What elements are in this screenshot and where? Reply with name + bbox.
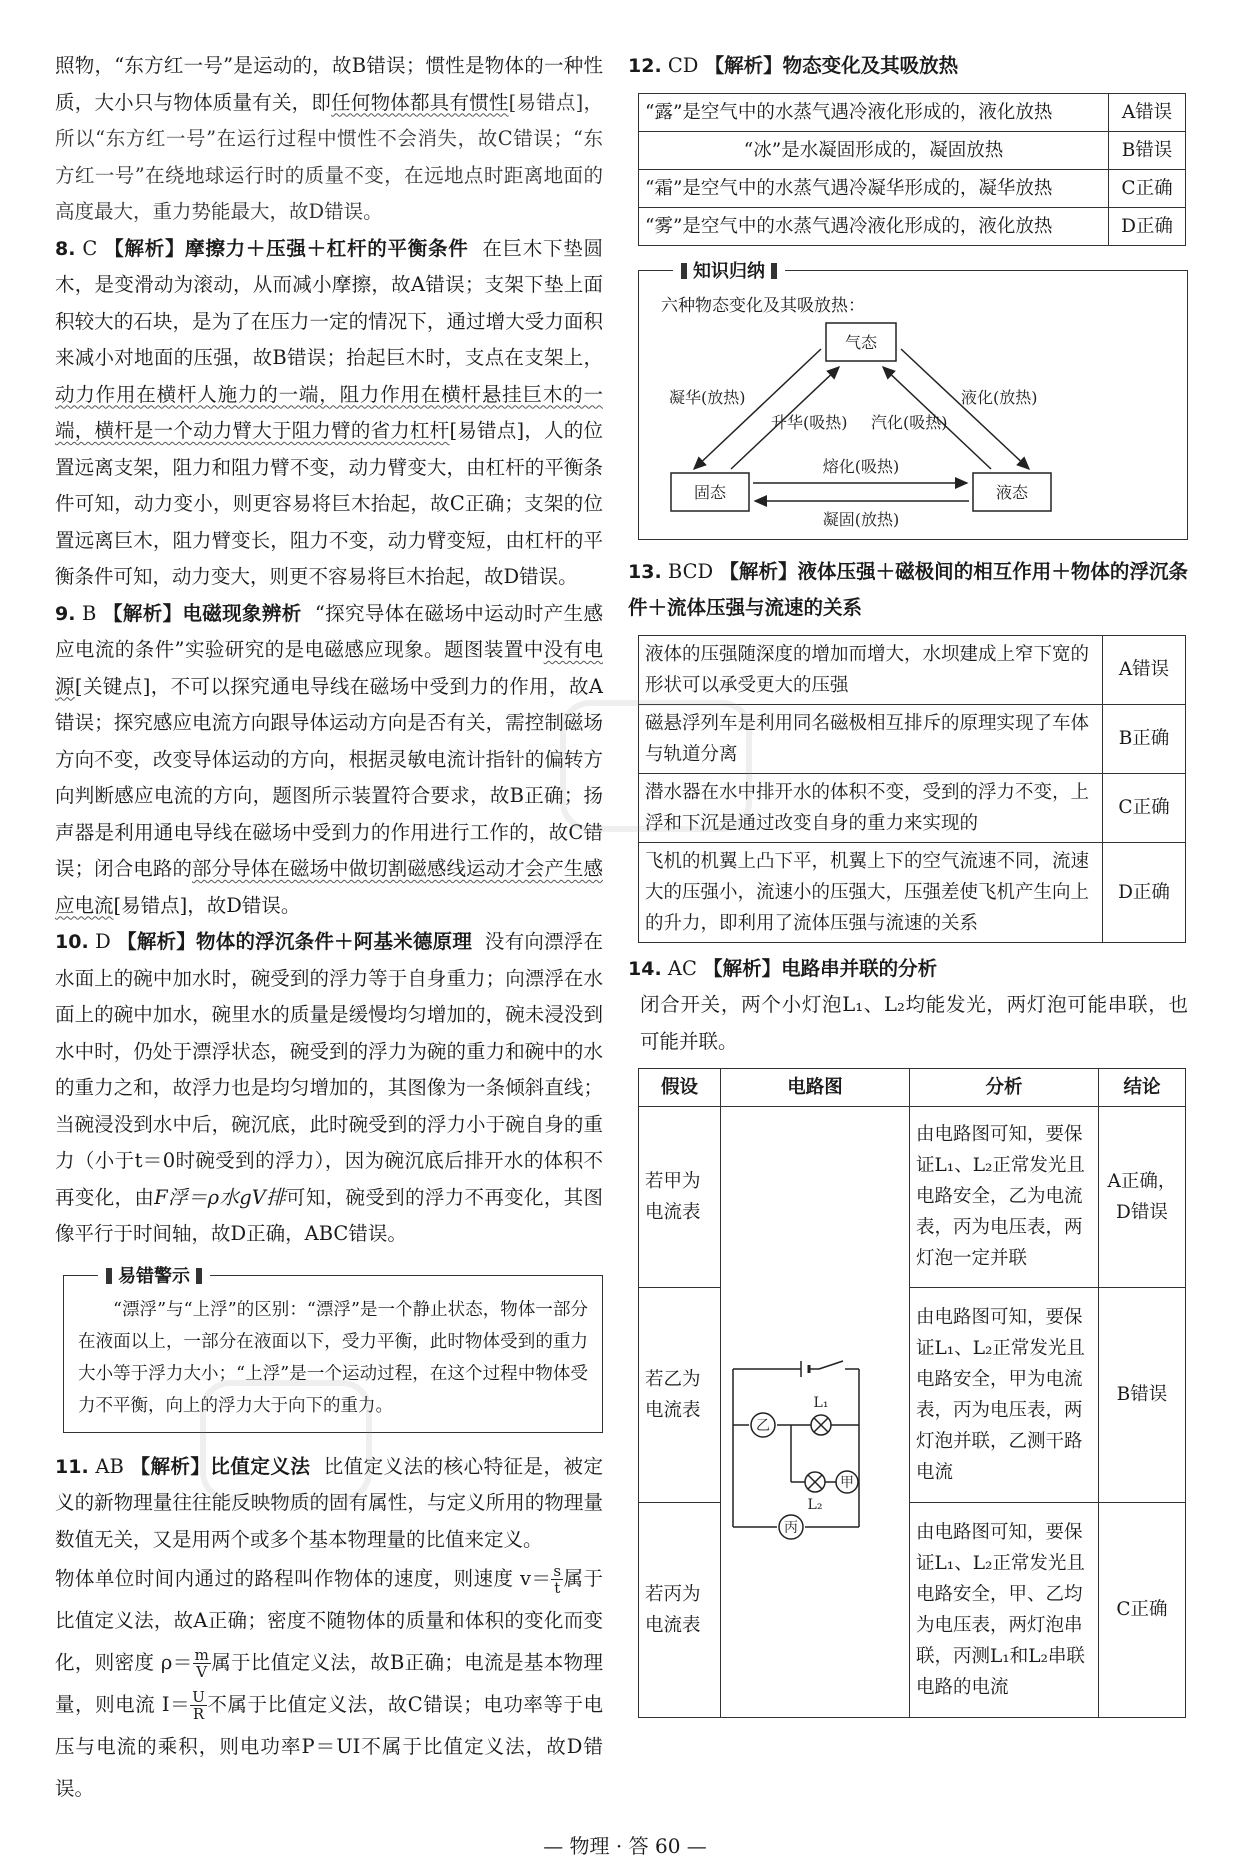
error-warning-text: “漂浮”与“上浮”的区别：“漂浮”是一个静止状态，物体一部分在液面以上，一部分在液面以下，受力平衡，此时物体受到的重力大小等于浮力大小；“上浮”是一个运动过程，在这个过程中物体受力不平衡，向上的浮力大于向下的重力。 <box>78 1299 588 1416</box>
knowledge-title: 知识归纳 <box>673 257 785 283</box>
q14-table <box>638 1068 1186 1718</box>
page-footer: — 物理 · 答 60 — <box>543 1834 707 1858</box>
q12-heading: 12. CD 【解析】物态变化及其吸放热 <box>628 54 959 77</box>
meter-jia-label: 甲 <box>840 1475 855 1491</box>
table-row: “露”是空气中的水蒸气遇冷液化形成的，液化放热 A错误 <box>639 93 1186 131</box>
sublimation-label: 升华(吸热) <box>771 412 848 432</box>
knowledge-subtitle: 六种物态变化及其吸放热： <box>661 295 865 316</box>
table-row: 潜水器在水中排开水的体积不变，受到的浮力不变，上浮和下沉是通过改变自身的重力来实现的 C正确 <box>639 773 1186 842</box>
q10: 10. D 【解析】物体的浮沉条件＋阿基米德原理 没有向漂浮在水面上的碗中加水时，碗受到的浮力等于自身重力；向漂浮在水面上的碗中加水，碗里水的质量是缓慢均匀增加的，碗未浸没到水中时，仍处于漂浮状态，碗受到的浮力为碗的重力和碗中的水的重力之和，故浮力也是均匀增加的，其图像为一条倾斜直线；当碗浸没到水中后，碗沉底，此时碗受到的浮力小于碗自身的重力（小于t＝0时碗受到的浮力），因为碗沉底后排开水的体积不再变化，由F浮＝ρ水gV排可知，碗受到的浮力不再变化，其图像平行于时间轴，故D正确，ABC错误。 <box>55 930 603 1245</box>
desublimation-label: 凝华(放热) <box>669 387 746 407</box>
table-row: 飞机的机翼上凸下平，机翼上下的空气流速不同，流速大的压强小，流速小的压强大，压强差使飞机产生向上的升力，即利用了流体压强与流速的关系 D正确 <box>639 842 1186 942</box>
table-header-row: 假设 电路图 分析 结论 <box>639 1069 1186 1107</box>
meter-bing-label: 丙 <box>784 1520 799 1536</box>
table-row: 若丙为电流表 由电路图可知，要保证L₁、L₂正常发光且电路安全，甲、乙均为电压表，两灯泡串联，丙测L₁和L₂串联电路的电流 C正确 <box>639 1502 1186 1717</box>
q14-intro: 闭合开关，两个小灯泡L₁、L₂均能发光，两灯泡可能串联，也可能并联。 <box>640 993 1188 1053</box>
q11-detail: 物体单位时间内通过的路程叫作物体的速度，则速度 v＝ $\frac{s}{t}$ 属于比值定义法，故A正确；密度不随物体的质量和体积的变化而变化，则密度 ρ＝ $\frac{m}{V}$ 属于比值定义法，故B正确；电流是基本物理量，则电流 I＝ $\frac{U}{R}$ 不属于比值定义法，故C错误；电功率等于电压与电流的乘积，则电功率P＝UI不属于比值定义法，故D错误。 <box>55 1562 604 1800</box>
q7-continuation: 照物，“东方红一号”是运动的，故B错误；惯性是物体的一种性质，大小只与物体质量有关，即任何物体都具有惯性[易错点]，所以“东方红一号”在运行过程中惯性不会消失，故C错误；“东方红一号”在绕地球运行时的质量不变，在远地点时距离地面的高度最大，重力势能最大，故D错误。 <box>55 54 603 223</box>
arrow-condensation <box>901 349 1029 469</box>
melting-label: 熔化(吸热) <box>822 456 900 476</box>
meter-yi-label: 乙 <box>756 1418 771 1434</box>
freezing-label: 凝固(放热) <box>822 509 900 529</box>
lamp-l2-label: L₂ <box>807 1497 823 1513</box>
q9: 9. B 【解析】电磁现象辨析 “探究导体在磁场中运动时产生感应电流的条件”实验研究的是电磁感应现象。题图装置中没有电源[关键点]，不可以探究通电导线在磁场中受到力的作用，故A错误；探究感应电流方向跟导体运动方向是否有关，需控制磁场方向不变，改变导体运动的方向，根据灵敏电流计指针的偏转方向判断感应电流的方向，题图所示装置符合要求，故B正确；扬声器是利用通电导线在磁场中受到力的作用进行工作的，故C错误；闭合电路的部分导体在磁场中做切割磁感线运动才会产生感应电流[易错点]，故D错误。 <box>55 601 603 917</box>
fraction-u-r: $\frac{U}{R}$ <box>192 1688 205 1723</box>
error-warning-title: 易错警示 <box>98 1262 210 1288</box>
switch <box>819 1361 843 1369</box>
table-row: 若乙为电流表 由电路图可知，要保证L₁、L₂正常发光且电路安全，甲为电流表，丙为电压表，两灯泡并联，乙测干路电流 B错误 <box>639 1287 1186 1502</box>
knowledge-box <box>638 260 1188 540</box>
right-column <box>628 48 1188 1718</box>
gas-label: 气态 <box>844 332 878 352</box>
error-warning-box <box>63 1265 603 1433</box>
phase-change-diagram <box>639 271 1187 539</box>
fraction-m-v: $\frac{m}{V}$ <box>194 1646 209 1681</box>
solid-label: 固态 <box>693 482 727 502</box>
liquid-label: 液态 <box>995 482 1029 502</box>
q8: 8. C 【解析】摩擦力＋压强＋杠杆的平衡条件 在巨木下垫圆木，是变滑动为滚动，从而减小摩擦，故A错误；支架下垫上面积较大的石块，是为了在压力一定的情况下，通过增大受力面积来减小对地面的压强，故B错误；抬起巨木时，支点在支架上，动力作用在横杆人施力的一端，阻力作用在横杆悬挂巨木的一端，横杆是一个动力臂大于阻力臂的省力杠杆[易错点]，人的位置远离支架，阻力和阻力臂不变，动力臂变大，由杠杆的平衡条件可知，动力变小，则更容易将巨木抬起，故C正确；支架的位置远离巨木，阻力臂变长，阻力不变，动力臂变短，由杠杆的平衡条件可知，动力变大，则更不容易将巨木抬起，故D错误。 <box>55 236 603 588</box>
q11: 11. AB 【解析】比值定义法 比值定义法的核心特征是，被定义的新物理量往往能反映物质的固有属性，与定义所用的物理量数值无关，又是用两个或多个基本物理量的比值来定义。 <box>55 1454 603 1551</box>
condensation-label: 液化(放热) <box>961 387 1038 407</box>
table-row: 磁悬浮列车是利用同名磁极相互排斥的原理实现了车体与轨道分离 B正确 <box>639 704 1186 773</box>
circuit-cell <box>721 1107 910 1718</box>
table-row: “雾”是空气中的水蒸气遇冷液化形成的，液化放热 D正确 <box>639 207 1186 245</box>
circuit-diagram <box>721 1107 871 1707</box>
arrow-desublimation <box>694 349 821 469</box>
table-row: 若甲为电流表 乙 甲 丙 L₁ L₂ 由电路图可知，要保证L₁、L₂正常发光且电路安全，乙为电流表，丙为电压表，两灯泡一定并联 A正确，D错误 <box>639 1107 1186 1288</box>
table-row: 液体的压强随深度的增加而增大，水坝建成上窄下宽的形状可以承受更大的压强 A错误 <box>639 635 1186 704</box>
left-column <box>55 48 603 1810</box>
q12-table <box>638 93 1186 246</box>
q14-heading: 14. AC 【解析】电路串并联的分析 <box>628 956 938 980</box>
q13-table <box>638 635 1186 943</box>
q13-heading: 13. BCD 【解析】液体压强＋磁极间的相互作用＋物体的浮沉条件＋流体压强与流速的关系 <box>628 559 1188 619</box>
table-row: “霜”是空气中的水蒸气遇冷凝华形成的，凝华放热 C正确 <box>639 169 1186 207</box>
fraction-s-t: $\frac{s}{t}$ <box>553 1562 562 1597</box>
vaporization-label: 汽化(吸热) <box>871 412 948 432</box>
lamp-l1-label: L₁ <box>813 1395 829 1411</box>
table-row: “冰”是水凝固形成的，凝固放热 B错误 <box>639 131 1186 169</box>
